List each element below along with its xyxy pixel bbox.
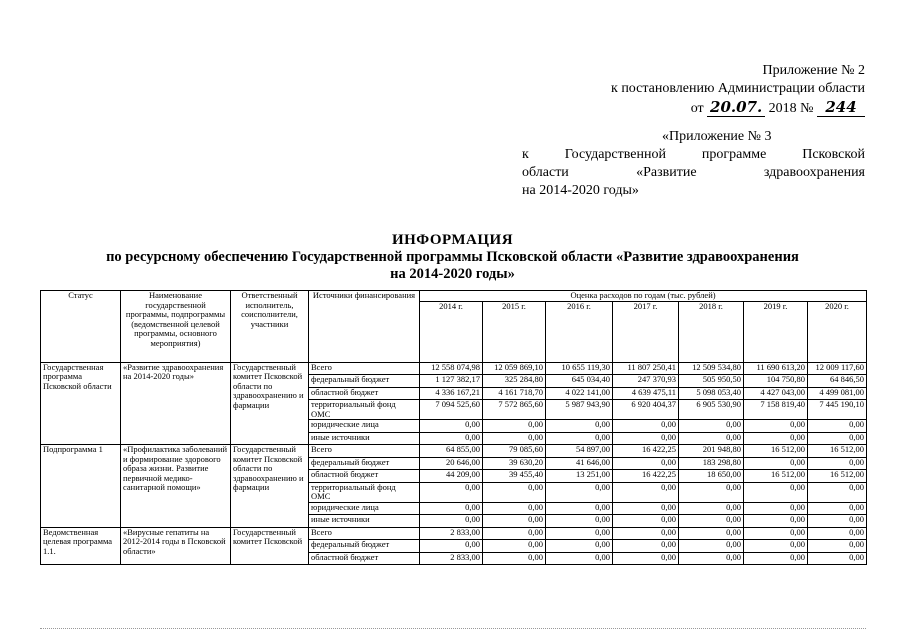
header-status: Статус: [41, 291, 121, 363]
value-cell: 201 948,80: [679, 445, 744, 458]
funding-source: территориальный фонд ОМС: [309, 482, 420, 502]
annex-date-line: [520, 98, 865, 118]
value-cell: 0,00: [546, 527, 613, 540]
value-cell: 6 905 530,90: [679, 400, 744, 420]
number-signature: 244: [817, 98, 865, 117]
funding-source: областной бюджет: [309, 470, 420, 483]
inner-annex-line2: [522, 146, 865, 164]
annex-word: «Развитие: [636, 165, 697, 180]
value-cell: 183 298,80: [679, 457, 744, 470]
header-name: Наименование государственной программы, подпрограммы (ведомственной целевой программы, основного мероприятия): [121, 291, 231, 363]
value-cell: 4 336 167,21: [420, 387, 483, 400]
value-cell: 0,00: [613, 540, 679, 553]
value-cell: 2 833,00: [420, 527, 483, 540]
value-cell: 0,00: [808, 527, 867, 540]
value-cell: 16 512,00: [808, 470, 867, 483]
value-cell: 0,00: [808, 432, 867, 445]
value-cell: 0,00: [420, 502, 483, 515]
funding-source: Всего: [309, 362, 420, 375]
value-cell: 54 897,00: [546, 445, 613, 458]
value-cell: 0,00: [420, 515, 483, 528]
table-row: [41, 445, 867, 458]
annex-word: здравоохранения: [763, 165, 865, 180]
value-cell: 4 639 475,11: [613, 387, 679, 400]
value-cell: 16 512,00: [744, 470, 808, 483]
header-year: 2014 г.: [420, 301, 483, 362]
value-cell: 39 630,20: [483, 457, 546, 470]
value-cell: 11 690 613,20: [744, 362, 808, 375]
value-cell: 0,00: [613, 482, 679, 502]
header-year: 2015 г.: [483, 301, 546, 362]
inner-annex: [522, 128, 865, 200]
value-cell: 79 085,60: [483, 445, 546, 458]
value-cell: 247 370,93: [613, 375, 679, 388]
value-cell: 16 512,00: [744, 445, 808, 458]
inner-annex-title: «Приложение № 3: [662, 129, 772, 144]
value-cell: 41 646,00: [546, 457, 613, 470]
value-cell: 0,00: [546, 432, 613, 445]
inner-annex-line3: [522, 164, 865, 182]
group-status: Подпрограмма 1: [41, 445, 121, 528]
funding-source: иные источники: [309, 515, 420, 528]
value-cell: 0,00: [744, 420, 808, 433]
value-cell: 0,00: [613, 457, 679, 470]
funding-source: Всего: [309, 527, 420, 540]
value-cell: 7 094 525,60: [420, 400, 483, 420]
value-cell: 4 022 141,00: [546, 387, 613, 400]
value-cell: 18 650,00: [679, 470, 744, 483]
value-cell: 12 009 117,60: [808, 362, 867, 375]
value-cell: 0,00: [744, 457, 808, 470]
value-cell: 0,00: [483, 527, 546, 540]
value-cell: 64 855,00: [420, 445, 483, 458]
value-cell: 16 422,25: [613, 445, 679, 458]
funding-source: территориальный фонд ОМС: [309, 400, 420, 420]
value-cell: 64 846,50: [808, 375, 867, 388]
value-cell: 0,00: [483, 432, 546, 445]
header-year: 2017 г.: [613, 301, 679, 362]
header-year: 2020 г.: [808, 301, 867, 362]
value-cell: 104 750,80: [744, 375, 808, 388]
value-cell: 0,00: [483, 482, 546, 502]
header-estimate: Оценка расходов по годам (тыс. рублей): [420, 291, 867, 302]
annex-word: Псковской: [802, 147, 865, 162]
inner-annex-line4: на 2014-2020 годы»: [522, 183, 639, 198]
value-cell: 1 127 382,17: [420, 375, 483, 388]
value-cell: 12 509 534,80: [679, 362, 744, 375]
year-number-label: 2018 №: [768, 101, 814, 116]
value-cell: 0,00: [613, 432, 679, 445]
value-cell: 0,00: [483, 552, 546, 565]
value-cell: 0,00: [483, 515, 546, 528]
annex-header: [520, 62, 865, 118]
value-cell: 7 158 819,40: [744, 400, 808, 420]
value-cell: 7 445 190,10: [808, 400, 867, 420]
group-name: «Вирусные гепатиты на 2012-2014 годы в Псковской области»: [121, 527, 231, 565]
value-cell: 6 920 404,37: [613, 400, 679, 420]
value-cell: 0,00: [679, 420, 744, 433]
value-cell: 0,00: [483, 540, 546, 553]
value-cell: 0,00: [546, 482, 613, 502]
value-cell: 12 558 074,98: [420, 362, 483, 375]
funding-source: юридические лица: [309, 420, 420, 433]
value-cell: 0,00: [420, 482, 483, 502]
value-cell: 0,00: [744, 527, 808, 540]
value-cell: 39 455,40: [483, 470, 546, 483]
funding-source: федеральный бюджет: [309, 375, 420, 388]
scan-edge: [40, 628, 866, 631]
value-cell: 0,00: [808, 420, 867, 433]
group-status: Ведомственная целевая программа 1.1.: [41, 527, 121, 565]
value-cell: 4 161 718,70: [483, 387, 546, 400]
value-cell: 0,00: [679, 540, 744, 553]
value-cell: 7 572 865,60: [483, 400, 546, 420]
value-cell: 5 098 053,40: [679, 387, 744, 400]
value-cell: 0,00: [679, 515, 744, 528]
heading-line3: на 2014-2020 годы»: [390, 266, 515, 282]
value-cell: 0,00: [483, 420, 546, 433]
annex-resolution: к постановлению Администрации области: [611, 81, 865, 96]
funding-source: областной бюджет: [309, 387, 420, 400]
group-name: «Развитие здравоохранения на 2014-2020 годы»: [121, 362, 231, 445]
value-cell: 0,00: [546, 420, 613, 433]
value-cell: 0,00: [613, 420, 679, 433]
value-cell: 0,00: [744, 515, 808, 528]
value-cell: 0,00: [744, 502, 808, 515]
funding-source: федеральный бюджет: [309, 457, 420, 470]
value-cell: 325 284,80: [483, 375, 546, 388]
value-cell: 0,00: [679, 502, 744, 515]
value-cell: 645 034,40: [546, 375, 613, 388]
value-cell: 0,00: [679, 432, 744, 445]
value-cell: 5 987 943,90: [546, 400, 613, 420]
group-executor: Государственный комитет Псковской: [231, 527, 309, 565]
value-cell: 12 059 869,10: [483, 362, 546, 375]
value-cell: 0,00: [546, 540, 613, 553]
value-cell: 0,00: [420, 432, 483, 445]
date-signature: 20.07.: [707, 98, 765, 117]
heading-line2: по ресурсному обеспечению Государственной программы Псковской области «Развитие здравоохранения: [106, 249, 799, 265]
value-cell: 0,00: [546, 502, 613, 515]
group-name: «Профилактика заболеваний и формирование здорового образа жизни. Развитие первичной медико-санитарной помощи»: [121, 445, 231, 528]
header-executor: Ответственный исполнитель, соисполнители, участники: [231, 291, 309, 363]
value-cell: 16 422,25: [613, 470, 679, 483]
value-cell: 10 655 119,30: [546, 362, 613, 375]
value-cell: 0,00: [808, 482, 867, 502]
value-cell: 4 499 081,00: [808, 387, 867, 400]
value-cell: 0,00: [744, 540, 808, 553]
annex-word: области: [522, 165, 569, 180]
value-cell: 13 251,00: [546, 470, 613, 483]
value-cell: 0,00: [808, 515, 867, 528]
value-cell: 505 950,50: [679, 375, 744, 388]
table-row: [41, 362, 867, 375]
value-cell: 11 807 250,41: [613, 362, 679, 375]
value-cell: 0,00: [613, 552, 679, 565]
funding-source: федеральный бюджет: [309, 540, 420, 553]
funding-source: иные источники: [309, 432, 420, 445]
annex-word: программе: [701, 147, 767, 162]
value-cell: 0,00: [546, 552, 613, 565]
value-cell: 0,00: [483, 502, 546, 515]
value-cell: 0,00: [679, 482, 744, 502]
value-cell: 0,00: [613, 502, 679, 515]
value-cell: 0,00: [613, 515, 679, 528]
value-cell: 0,00: [679, 527, 744, 540]
value-cell: 16 512,00: [808, 445, 867, 458]
header-year: 2016 г.: [546, 301, 613, 362]
funding-source: Всего: [309, 445, 420, 458]
group-status: Государственная программа Псковской области: [41, 362, 121, 445]
value-cell: 44 209,00: [420, 470, 483, 483]
value-cell: 4 427 043,00: [744, 387, 808, 400]
funding-source: юридические лица: [309, 502, 420, 515]
value-cell: 0,00: [808, 502, 867, 515]
value-cell: 20 646,00: [420, 457, 483, 470]
value-cell: 0,00: [420, 540, 483, 553]
header-year: 2018 г.: [679, 301, 744, 362]
heading-title: ИНФОРМАЦИЯ: [391, 232, 514, 248]
funding-source: областной бюджет: [309, 552, 420, 565]
value-cell: 0,00: [744, 482, 808, 502]
group-executor: Государственный комитет Псковской области по здравоохранению и фармации: [231, 445, 309, 528]
annex-title: Приложение № 2: [762, 63, 865, 78]
resource-table: [40, 290, 867, 565]
value-cell: 0,00: [679, 552, 744, 565]
value-cell: 0,00: [808, 540, 867, 553]
value-cell: 2 833,00: [420, 552, 483, 565]
value-cell: 0,00: [613, 527, 679, 540]
header-sources: Источники финансирования: [309, 291, 420, 363]
annex-word: Государственной: [564, 147, 666, 162]
group-executor: Государственный комитет Псковской области по здравоохранению и фармации: [231, 362, 309, 445]
value-cell: 0,00: [808, 552, 867, 565]
value-cell: 0,00: [546, 515, 613, 528]
value-cell: 0,00: [808, 457, 867, 470]
header-year: 2019 г.: [744, 301, 808, 362]
date-prefix: от: [690, 101, 704, 116]
document-heading: [0, 232, 905, 283]
value-cell: 0,00: [744, 432, 808, 445]
value-cell: 0,00: [420, 420, 483, 433]
annex-word: к: [522, 147, 529, 162]
value-cell: 0,00: [744, 552, 808, 565]
table-row: [41, 527, 867, 540]
